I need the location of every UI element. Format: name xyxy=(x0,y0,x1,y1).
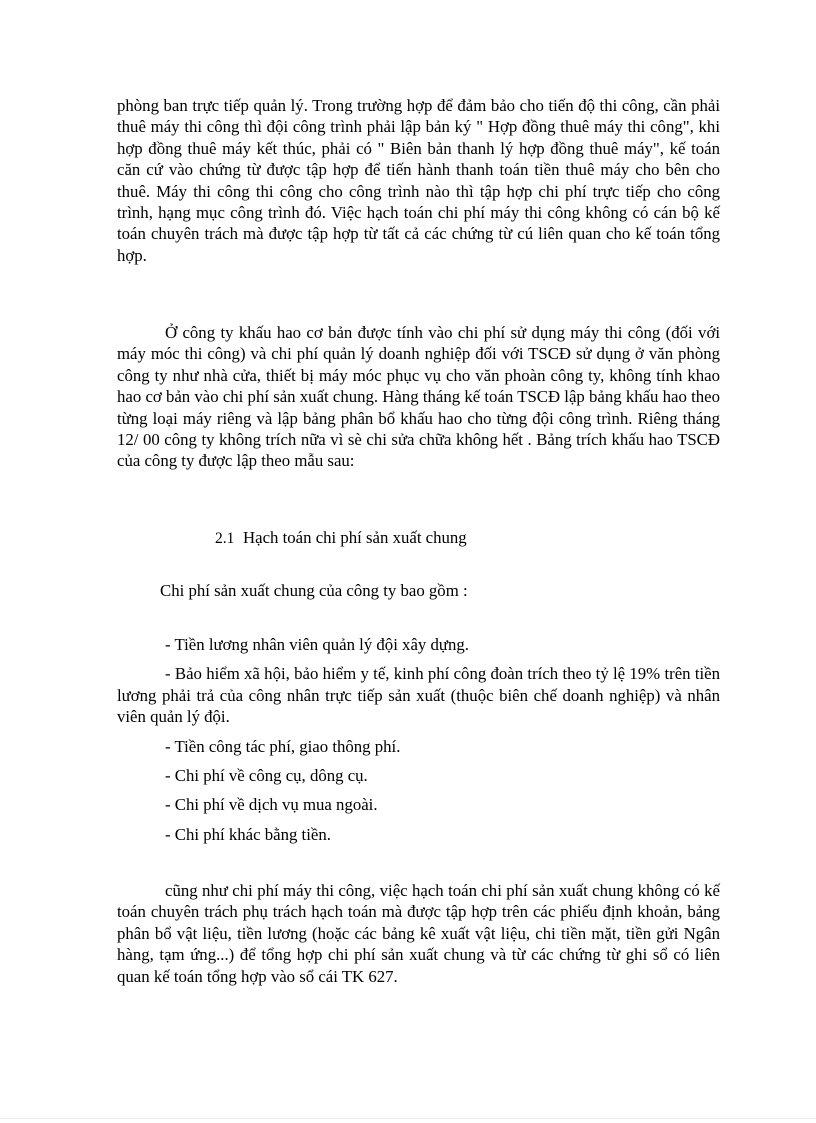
list-item: - Chi phí khác bằng tiền. xyxy=(165,824,331,844)
section-number: 2.1 xyxy=(215,530,235,547)
paragraph-machine-rental: phòng ban trực tiếp quản lý. Trong trường hợp để đảm bảo cho tiến độ thi công, cần phải thuê máy thi công thì đội công trình phải lập bản ký " Hợp đồng thuê máy thi công", khi hợp đồng thuê máy kết thúc, phải có " Biên bản thanh lý hợp đồng thuê máy", kế toán căn cứ vào chứng từ được tập hợp để tiến hành thanh toán tiền thuê máy cho bên cho thuê. Máy thi công thi công cho công trình nào thì tập hợp chi phí trực tiếp cho công trình, hạng mục công trình đó. Việc hạch toán chi phí máy thi công không có cán bộ kế toán chuyên trách mà được tập hợp từ tất cả các chứng từ cú liên quan cho kế toán tổng hợp. xyxy=(117,96,720,265)
cost-list xyxy=(117,634,720,853)
section-heading xyxy=(215,527,467,549)
paragraph-depreciation: Ở công ty khấu hao cơ bản được tính vào chi phí sử dụng máy thi công (đối với máy móc thi công) và chi phí quản lý doanh nghiệp đối với TSCĐ sử dụng ở văn phòng công ty như nhà cửa, thiết bị máy móc phục vụ cho văn phoàn công ty, không tính khao hao cơ bản vào chi phí sản xuất chung. Hàng tháng kế toán TSCĐ lập bảng khấu hao theo từng loại máy riêng và lập bảng phân bổ khấu hao cho từng đội công trình. Riêng tháng 12/ 00 công ty không trích nữa vì sè chi sửa chữa không hết . Bảng trích khấu hao TSCĐ của công ty được lập theo mẫu sau: xyxy=(117,323,720,471)
section-title: Hạch toán chi phí sản xuất chung xyxy=(243,528,467,547)
list-item: - Chi phí về dịch vụ mua ngoài. xyxy=(165,795,378,815)
list-item: - Bảo hiểm xã hội, bảo hiểm y tế, kinh phí công đoàn trích theo tỷ lệ 19% trên tiền lương phải trả của công nhân trực tiếp sản xuất (thuộc biên chế doanh nghiệp) và nhân viên quản lý đội. xyxy=(117,664,720,727)
list-item: - Tiền công tác phí, giao thông phí. xyxy=(165,736,401,756)
paragraph-general-costs: cũng như chi phí máy thi công, việc hạch toán chi phí sản xuất chung không có kế toán chuyên trách phụ trách hạch toán mà được tập hợp trên các phiếu định khoản, bảng phân bổ vật liệu, tiền lương (hoặc các bảng kê xuất vật liệu, chi tiền mặt, tiền gửi Ngân hàng, tạm ứng...) để tổng hợp chi phí sản xuất chung và từ các chứng từ ghi sổ có liên quan kế toán tổng hợp vào sổ cái TK 627. xyxy=(117,881,720,986)
page-bottom-divider xyxy=(0,1118,816,1119)
list-item: - Tiền lương nhân viên quản lý đội xây dựng. xyxy=(165,635,469,654)
list-item: - Chi phí về công cụ, dông cụ. xyxy=(165,766,368,786)
intro-line: Chi phí sản xuất chung của công ty bao gồm : xyxy=(160,581,468,600)
